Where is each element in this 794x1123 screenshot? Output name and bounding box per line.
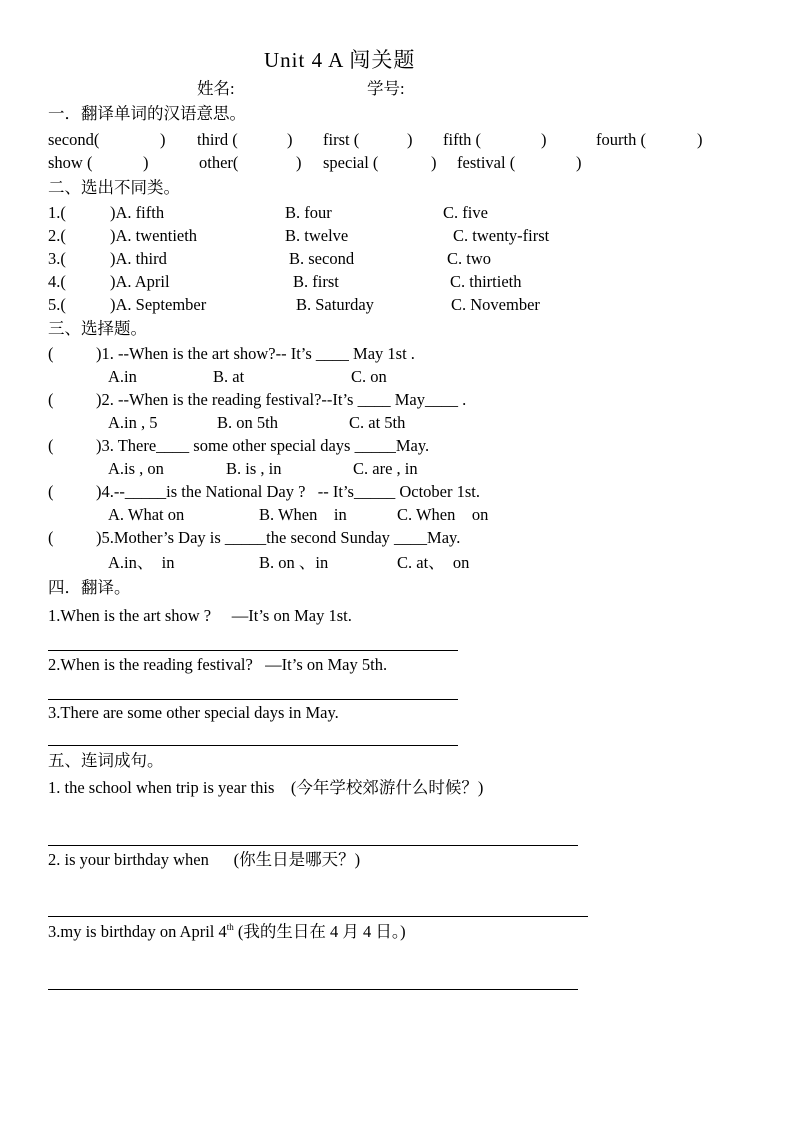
question-text: )4.--_____is the National Day ? -- It’s_____ October 1st. [96, 482, 480, 501]
word-show-close: ) [143, 153, 149, 172]
choice-b: B. is , in [226, 459, 282, 478]
section-4-heading: 四．翻译。 [48, 578, 131, 597]
word-special-label: special ( [323, 153, 379, 172]
question-text: )2. --When is the reading festival?--It’s ____ May____ . [96, 390, 467, 409]
odd-one-out-number: 2.( [48, 226, 66, 245]
question-text: )5.Mother’s Day is _____the second Sunday ____May. [96, 528, 461, 547]
odd-one-out-option-a: )A. fifth [110, 203, 165, 222]
odd-one-out-number: 3.( [48, 249, 66, 268]
choice-c: C. When on [397, 505, 489, 524]
odd-one-out-option-c: C. November [451, 295, 540, 314]
section-3-heading: 三、选择题。 [48, 319, 147, 338]
page-title: Unit 4 A 闯关题 [264, 48, 416, 72]
choice-a: A. What on [108, 505, 185, 524]
choice-b: B. on 、in [259, 553, 329, 572]
answer-line [48, 916, 588, 917]
odd-one-out-option-c: C. two [447, 249, 492, 268]
word-third-label: third ( [197, 130, 238, 149]
odd-one-out-option-b: B. second [289, 249, 355, 268]
word-third-close: ) [287, 130, 293, 149]
answer-line [48, 989, 578, 990]
odd-one-out-number: 4.( [48, 272, 66, 291]
question-text: )3. There____ some other special days _____May. [96, 436, 430, 455]
choice-b: B. on 5th [217, 413, 278, 432]
sentence-item-1: 1. the school when trip is year this (今年学校郊游什么时候？) [48, 778, 484, 797]
question-paren: ( [48, 344, 54, 363]
choice-a: A.in [108, 367, 137, 386]
answer-line [48, 745, 458, 746]
sentence-item-3-hint: (我的生日在 4 月 4 日。) [233, 922, 406, 941]
word-first-label: first ( [323, 130, 360, 149]
odd-one-out-option-c: C. thirtieth [450, 272, 522, 291]
ordinal-suffix: th [226, 922, 234, 932]
choice-a: A.in , 5 [108, 413, 158, 432]
question-paren: ( [48, 436, 54, 455]
choice-a: A.in、 in [108, 553, 175, 572]
word-other-close: ) [296, 153, 302, 172]
word-festival-label: festival ( [457, 153, 516, 172]
student-id-label: 学号: [367, 79, 405, 98]
sentence-item-2: 2. is your birthday when (你生日是哪天？) [48, 850, 361, 869]
translation-item: 2.When is the reading festival? —It’s on May 5th. [48, 655, 388, 674]
answer-line [48, 845, 578, 846]
answer-line [48, 650, 458, 651]
choice-c: C. on [351, 367, 387, 386]
odd-one-out-number: 1.( [48, 203, 66, 222]
choice-b: B. at [213, 367, 245, 386]
translation-item: 3.There are some other special days in May. [48, 703, 339, 722]
odd-one-out-option-b: B. first [293, 272, 339, 291]
odd-one-out-option-c: C. twenty-first [453, 226, 550, 245]
choice-c: C. at 5th [349, 413, 406, 432]
translation-item: 1.When is the art show ? —It’s on May 1st. [48, 606, 352, 625]
word-other-label: other( [199, 153, 239, 172]
word-fourth-label: fourth ( [596, 130, 646, 149]
odd-one-out-option-a: )A. September [110, 295, 207, 314]
sentence-item-3-text: 3.my is birthday on April 4 [48, 922, 227, 941]
section-2-heading: 二、选出不同类。 [48, 178, 180, 197]
word-second-close: ) [160, 130, 166, 149]
sentence-item-3 [48, 924, 406, 941]
section-5-heading: 五、连词成句。 [48, 751, 164, 770]
question-paren: ( [48, 390, 54, 409]
odd-one-out-option-b: B. four [285, 203, 332, 222]
question-paren: ( [48, 528, 54, 547]
word-festival-close: ) [576, 153, 582, 172]
choice-a: A.is , on [108, 459, 164, 478]
word-first-close: ) [407, 130, 413, 149]
word-fifth-label: fifth ( [443, 130, 482, 149]
answer-line [48, 699, 458, 700]
odd-one-out-option-b: B. twelve [285, 226, 349, 245]
question-text: )1. --When is the art show?-- It’s ____ May 1st . [96, 344, 415, 363]
word-fifth-close: ) [541, 130, 547, 149]
odd-one-out-option-b: B. Saturday [296, 295, 374, 314]
word-second-label: second( [48, 130, 100, 149]
odd-one-out-option-c: C. five [443, 203, 488, 222]
odd-one-out-option-a: )A. April [110, 272, 170, 291]
choice-c: C. at、 on [397, 553, 470, 572]
name-label: 姓名: [197, 79, 235, 98]
choice-c: C. are , in [353, 459, 418, 478]
odd-one-out-option-a: )A. twentieth [110, 226, 198, 245]
odd-one-out-number: 5.( [48, 295, 66, 314]
word-fourth-close: ) [697, 130, 703, 149]
word-show-label: show ( [48, 153, 93, 172]
question-paren: ( [48, 482, 54, 501]
odd-one-out-option-a: )A. third [110, 249, 167, 268]
section-1-heading: 一．翻译单词的汉语意思。 [48, 104, 246, 123]
word-special-close: ) [431, 153, 437, 172]
choice-b: B. When in [259, 505, 347, 524]
